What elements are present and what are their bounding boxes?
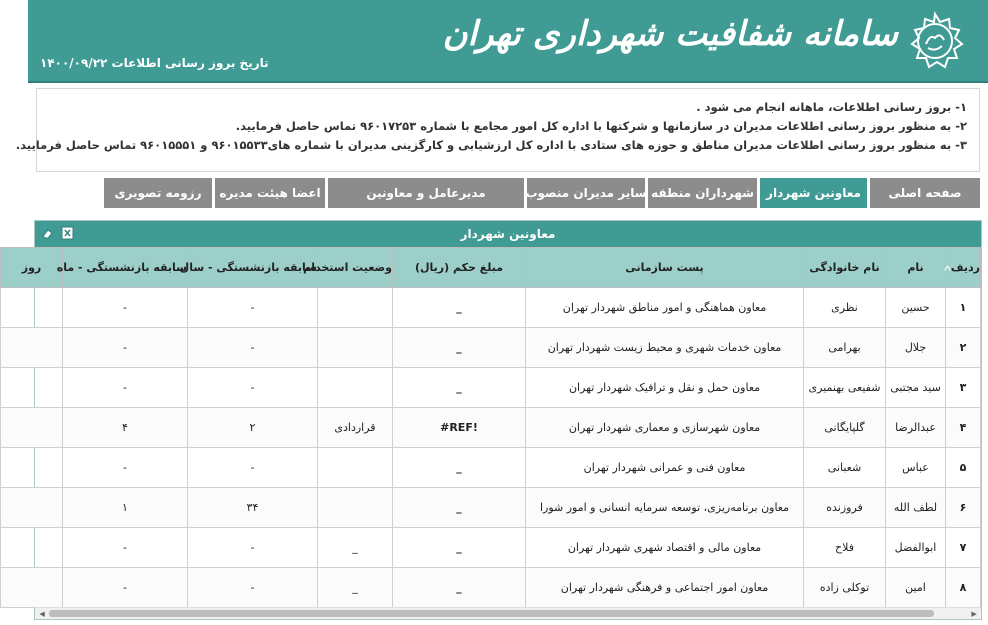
cell-row-number: ۱ — [946, 288, 981, 328]
cell-retirement-years: - — [188, 528, 318, 568]
site-title: سامانه شفافیت شهرداری تهران — [442, 14, 898, 54]
col-header-retirement-months[interactable]: سابقه بازنشستگی - ماه — [63, 248, 188, 288]
cell-employment-status: _ — [318, 528, 393, 568]
deputy-mayors-panel — [21, 220, 982, 620]
cell-retirement-days — [1, 408, 63, 448]
cell-retirement-years: - — [188, 288, 318, 328]
cell-row-number: ۲ — [946, 328, 981, 368]
cell-employment-status — [318, 488, 393, 528]
cell-last-name: شعبانی — [804, 448, 886, 488]
cell-amount: _ — [393, 448, 526, 488]
table-body — [1, 288, 981, 608]
main-nav — [104, 178, 980, 208]
update-date: تاریخ بروز رسانی اطلاعات ۱۴۰۰/۰۹/۲۲ — [40, 56, 269, 70]
cell-first-name: عبدالرضا — [886, 408, 946, 448]
cell-last-name: فروزنده — [804, 488, 886, 528]
eraser-icon[interactable] — [39, 225, 55, 241]
cell-row-number: ۴ — [946, 408, 981, 448]
tab-other-managers[interactable]: سایر مدیران منصوب — [527, 178, 645, 208]
cell-amount: _ — [393, 488, 526, 528]
cell-row-number: ۳ — [946, 368, 981, 408]
table-row[interactable] — [1, 568, 981, 608]
horizontal-scrollbar[interactable] — [35, 607, 981, 619]
cell-retirement-months: - — [63, 568, 188, 608]
cell-last-name: بهرامی — [804, 328, 886, 368]
cell-retirement-years: - — [188, 568, 318, 608]
cell-retirement-years: - — [188, 328, 318, 368]
tab-visual-resume[interactable]: رزومه تصویری — [104, 178, 212, 208]
col-header-employment-status[interactable]: وضعیت استخدام — [318, 248, 393, 288]
col-header-first-name[interactable]: نام — [886, 248, 946, 288]
panel-tools — [39, 225, 75, 241]
cell-row-number: ۵ — [946, 448, 981, 488]
tab-board-members[interactable]: اعضا هیئت مدیره — [215, 178, 325, 208]
deputy-mayors-table — [0, 247, 981, 608]
tab-ceo-deputies[interactable]: مدیرعامل و معاونین — [328, 178, 524, 208]
cell-first-name: امین — [886, 568, 946, 608]
table-row[interactable] — [1, 448, 981, 488]
cell-retirement-months: ۴ — [63, 408, 188, 448]
table-row[interactable] — [1, 528, 981, 568]
scroll-left-arrow-icon[interactable]: ◀ — [39, 609, 45, 618]
cell-last-name: شفیعی بهنمیری — [804, 368, 886, 408]
cell-retirement-days — [1, 288, 63, 328]
scroll-right-arrow-icon[interactable]: ▶ — [971, 609, 977, 618]
cell-retirement-months: - — [63, 328, 188, 368]
col-header-last-name[interactable]: نام خانوادگی — [804, 248, 886, 288]
cell-amount: _ — [393, 568, 526, 608]
cell-retirement-months: - — [63, 368, 188, 408]
notice-box — [15, 88, 980, 172]
excel-export-icon[interactable] — [59, 225, 75, 241]
cell-row-number: ۷ — [946, 528, 981, 568]
table-row[interactable] — [1, 328, 981, 368]
cell-amount: _ — [393, 528, 526, 568]
cell-position: معاون هماهنگی و امور مناطق شهردار تهران — [526, 288, 804, 328]
cell-employment-status — [318, 448, 393, 488]
cell-row-number: ۶ — [946, 488, 981, 528]
scrollbar-thumb[interactable] — [49, 610, 934, 617]
table-row[interactable] — [1, 368, 981, 408]
table-row[interactable] — [1, 408, 981, 448]
cell-retirement-days — [1, 368, 63, 408]
table-row[interactable] — [1, 488, 981, 528]
cell-employment-status — [318, 288, 393, 328]
cell-first-name: ابوالفضل — [886, 528, 946, 568]
cell-first-name: لطف الله — [886, 488, 946, 528]
cell-employment-status — [318, 368, 393, 408]
cell-first-name: جلال — [886, 328, 946, 368]
sort-icon[interactable] — [944, 265, 951, 272]
cell-position: معاون شهرسازی و معماری شهردار تهران — [526, 408, 804, 448]
cell-retirement-years: - — [188, 368, 318, 408]
cell-position: معاون فنی و عمرانی شهردار تهران — [526, 448, 804, 488]
notice-line-2: ۲- به منظور بروز رسانی اطلاعات مدیران در سازمانها و شرکتها با اداره کل امور مجامع با شماره ۹۶۰۱۷۲۵۳ تماس حاصل فرمایید. — [235, 119, 967, 133]
cell-retirement-years: - — [188, 448, 318, 488]
cell-retirement-days — [1, 568, 63, 608]
cell-amount: _ — [393, 368, 526, 408]
table-header-row — [1, 248, 981, 288]
tab-deputy-mayors[interactable]: معاونین شهردار — [760, 178, 867, 208]
cell-employment-status: _ — [318, 568, 393, 608]
cell-first-name: سید مجتبی — [886, 368, 946, 408]
cell-position: معاون برنامه‌ریزی، توسعه سرمایه انسانی و امور شورا — [526, 488, 804, 528]
cell-retirement-years: ۳۴ — [188, 488, 318, 528]
notice-line-3: ۳- به منظور بروز رسانی اطلاعات مدیران مناطق و حوزه های ستادی با اداره کل ارزشیابی و کارگزینی مدیران با شماره های۹۶۰۱۵۵۳۳ و ۹۶۰۱۵۵۵۱ تماس حاصل فرمایید. — [15, 138, 967, 152]
cell-retirement-days — [1, 528, 63, 568]
cell-last-name: فلاح — [804, 528, 886, 568]
cell-amount: _ — [393, 328, 526, 368]
cell-retirement-months: ۱ — [63, 488, 188, 528]
cell-retirement-months: - — [63, 528, 188, 568]
cell-position: معاون مالی و اقتصاد شهری شهردار تهران — [526, 528, 804, 568]
cell-retirement-months: - — [63, 448, 188, 488]
cell-retirement-years: ۲ — [188, 408, 318, 448]
cell-first-name: حسین — [886, 288, 946, 328]
cell-last-name: توکلی زاده — [804, 568, 886, 608]
table-row[interactable] — [1, 288, 981, 328]
tab-home[interactable]: صفحه اصلی — [870, 178, 980, 208]
cell-last-name: گلپایگانی — [804, 408, 886, 448]
cell-first-name: عباس — [886, 448, 946, 488]
col-header-retirement-days[interactable]: روز — [1, 248, 63, 288]
cell-retirement-days — [1, 488, 63, 528]
cell-retirement-months: - — [63, 288, 188, 328]
cell-employment-status — [318, 328, 393, 368]
site-header — [28, 0, 988, 83]
tab-district-mayors[interactable]: شهرداران منطقه — [648, 178, 757, 208]
panel-title-text: معاونین شهردار — [460, 227, 556, 241]
notice-line-1: ۱- بروز رسانی اطلاعات، ماهانه انجام می شود . — [696, 100, 967, 114]
col-header-row-number[interactable]: ردیف — [946, 248, 981, 288]
cell-retirement-days — [1, 328, 63, 368]
cell-position: معاون حمل و نقل و ترافیک شهردار تهران — [526, 368, 804, 408]
cell-employment-status: قراردادی — [318, 408, 393, 448]
cell-position: معاون امور اجتماعی و فرهنگی شهردار تهران — [526, 568, 804, 608]
cell-last-name: نظری — [804, 288, 886, 328]
col-header-amount[interactable]: مبلغ حکم (ریال) — [393, 248, 526, 288]
cell-retirement-days — [1, 448, 63, 488]
col-header-position[interactable]: پست سازمانی — [526, 248, 804, 288]
col-header-retirement-years[interactable]: سابقه بازنشستگی - سال — [188, 248, 318, 288]
cell-amount: _ — [393, 288, 526, 328]
panel-title — [35, 221, 981, 247]
tehran-municipality-logo-icon[interactable] — [904, 10, 966, 72]
cell-position: معاون خدمات شهری و محیط زیست شهردار تهران — [526, 328, 804, 368]
cell-amount: #REF! — [393, 408, 526, 448]
cell-row-number: ۸ — [946, 568, 981, 608]
